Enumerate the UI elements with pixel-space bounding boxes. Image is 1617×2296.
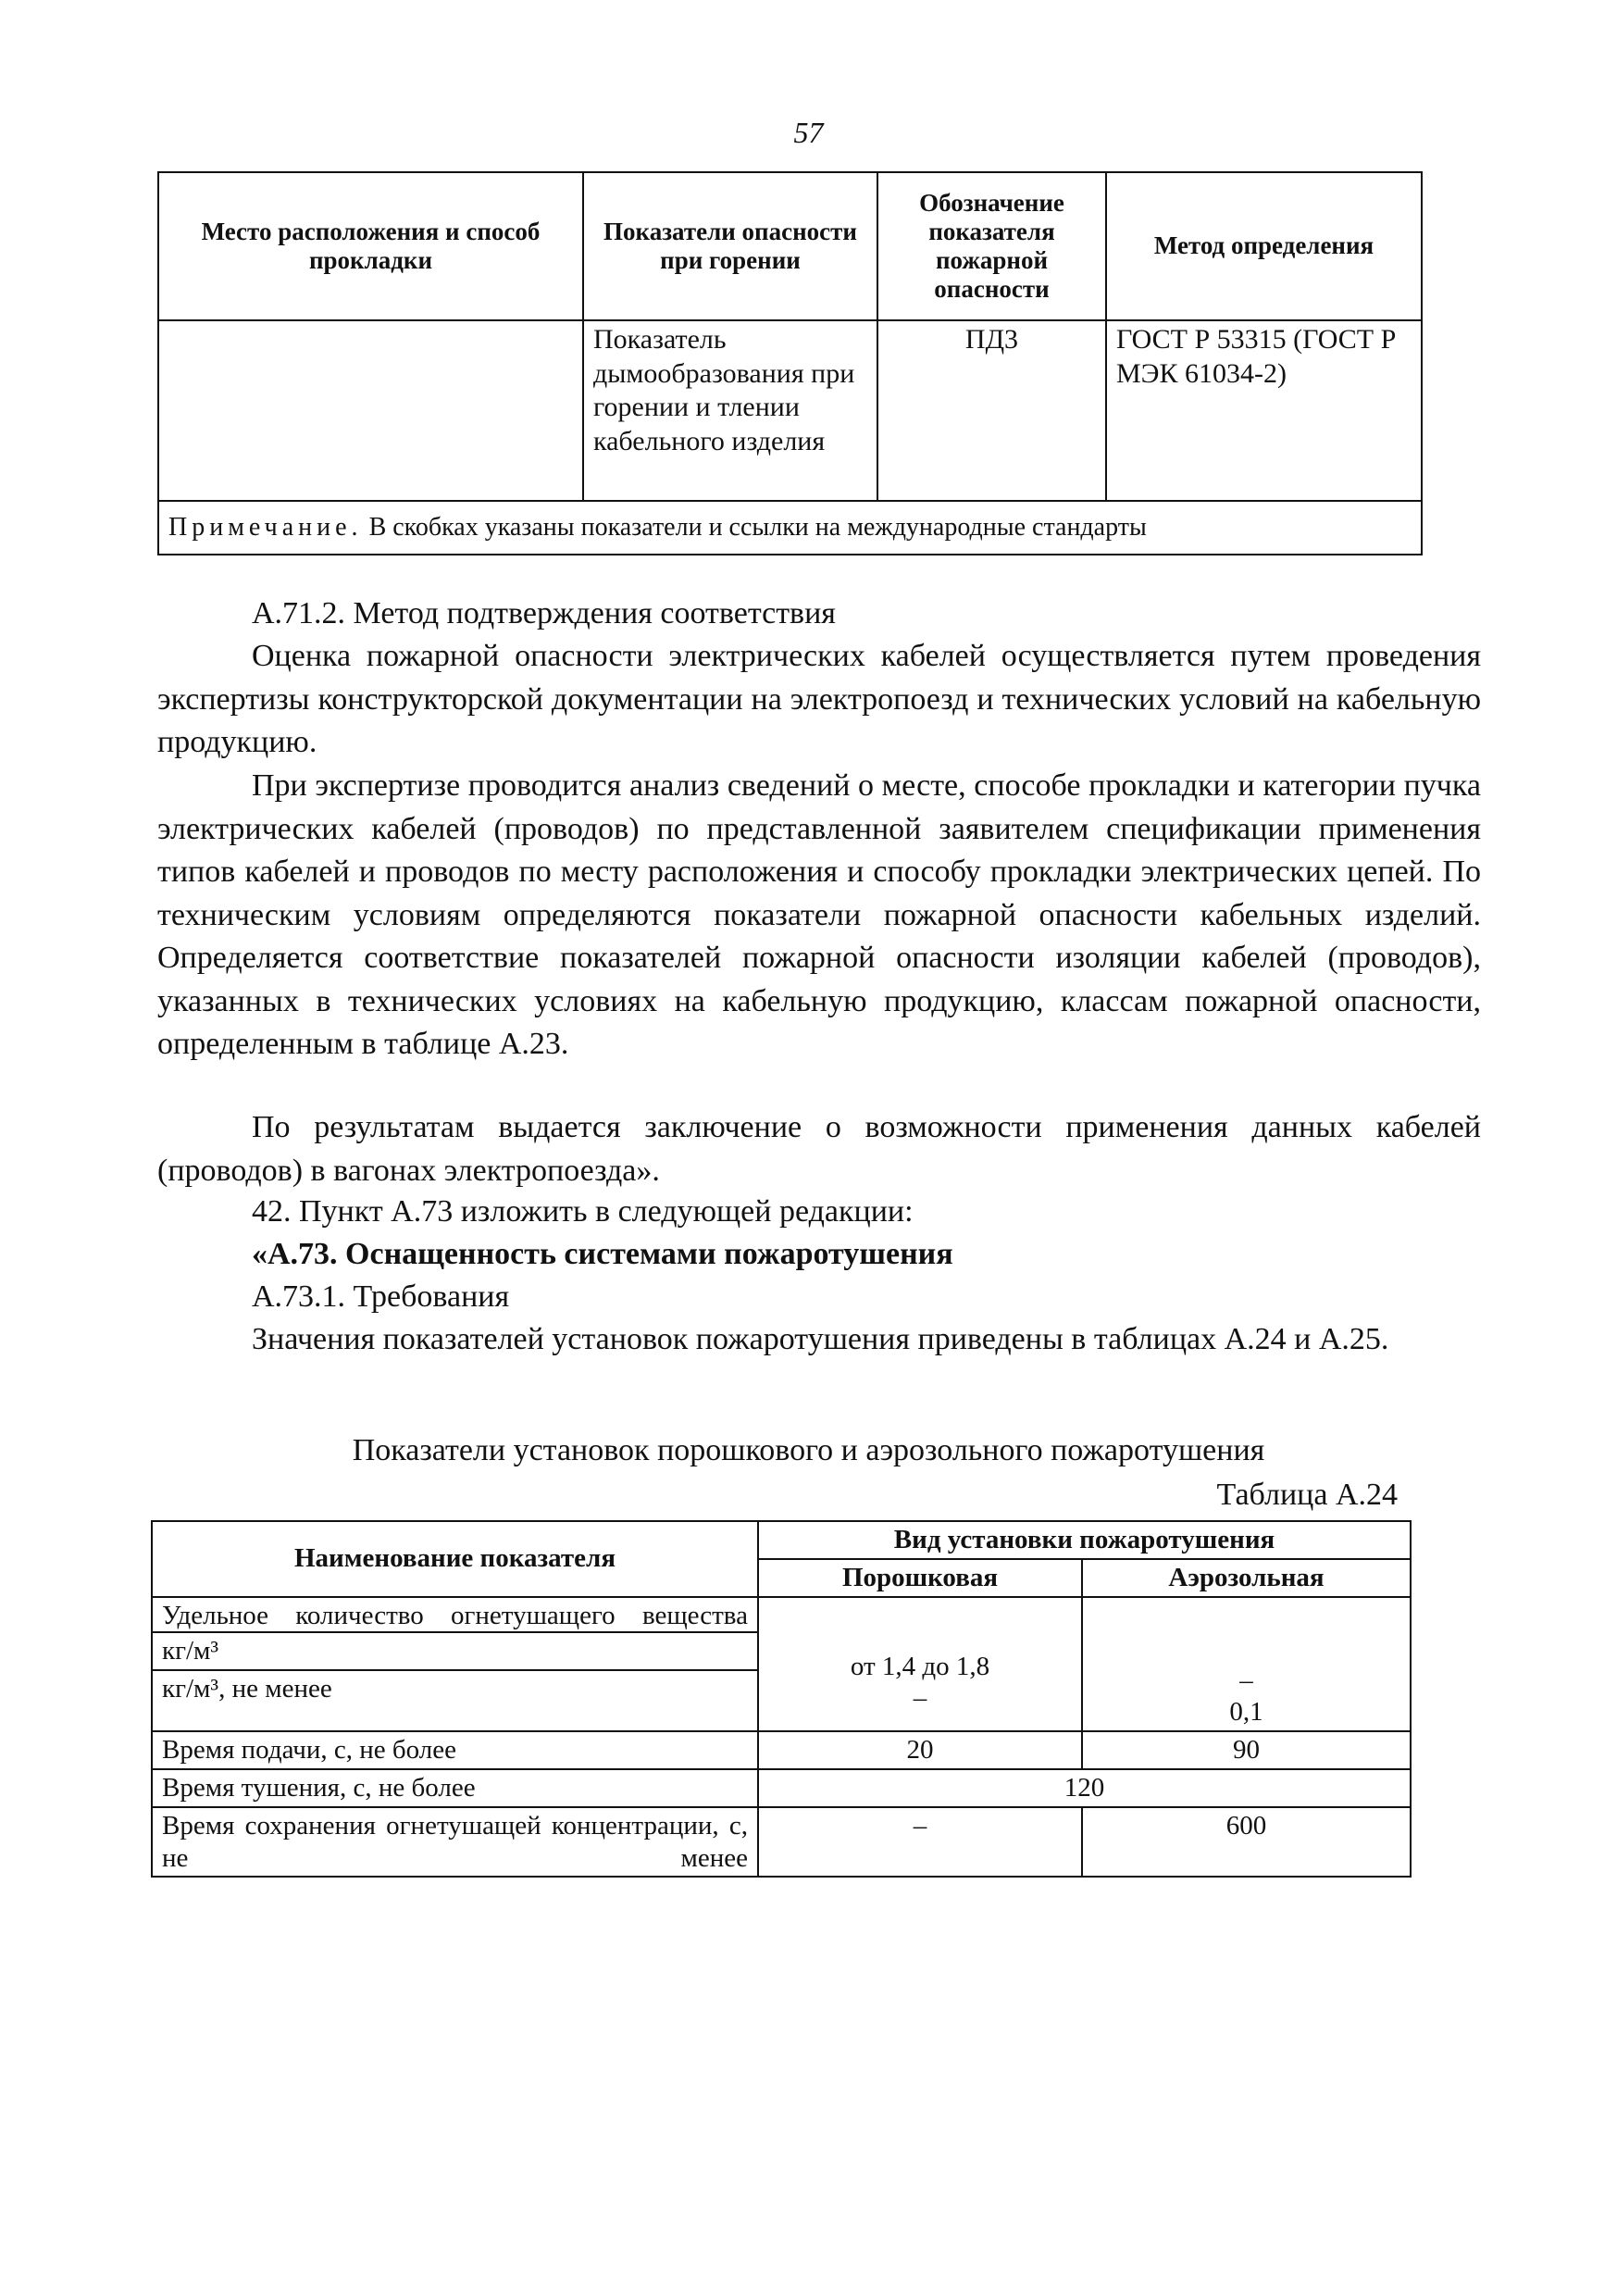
header-powder: Порошковая: [758, 1559, 1082, 1597]
section-heading-a71-2: А.71.2. Метод подтверждения соответствия: [252, 596, 836, 630]
cell-merged: 120: [758, 1769, 1411, 1807]
value: от 1,4 до 1,8: [850, 1651, 990, 1681]
cell-powder: –: [758, 1807, 1082, 1878]
cell-indicator: Показатель дымообразования при горении и тлении кабельного изделия: [583, 320, 877, 501]
cell-location: [158, 320, 583, 501]
paragraph: Оценка пожарной опасности электрических кабелей осуществляется путем проведения экспертизы конструкторской документации на электропоезд и технических условий на кабельную продукцию.: [157, 639, 1481, 759]
section-heading-a73-1: А.73.1. Требования: [252, 1279, 510, 1314]
table-note: [158, 501, 1422, 555]
header-indicator-name: Наименование показателя: [152, 1521, 758, 1597]
section-heading-a73: «А.73. Оснащенность системами пожаротушения: [252, 1237, 953, 1271]
unit-row: кг/м³: [153, 1631, 757, 1669]
paragraph: При экспертизе проводится анализ сведений о месте, способе прокладки и категории пучка электрических кабелей (проводов) по представленной заявителем спецификации применения типов кабелей и проводов по месту расположения и способу прокладки электрических цепей. По техническим условиям определяются показатели пожарной опасности кабельных изделий. Определяется соответствие показателей пожарной опасности изоляции кабелей (проводов), указанных в технических условиях на кабельную продукцию, классам пожарной опасности, определенным в таблице А.23.: [157, 768, 1481, 1061]
row-name: Время сохранения огнетушащей концентрации, с, не менее: [152, 1807, 758, 1878]
cell-designation: ПД3: [877, 320, 1106, 501]
row-name: Удельное количество огнетушащего вещества: [162, 1600, 748, 1630]
table-label: Таблица А.24: [1216, 1478, 1398, 1512]
table-row: [152, 1597, 1411, 1732]
table-row: [152, 1769, 1411, 1807]
table-row: [158, 320, 1422, 501]
table-header-row: [152, 1521, 1411, 1559]
row-name: Время тушения, с, не более: [152, 1769, 758, 1807]
row-name: Время подачи, с, не более: [152, 1731, 758, 1769]
value: –: [1239, 1665, 1253, 1695]
cell-aerosol-quantity: [1082, 1597, 1411, 1732]
cell-powder-quantity: [758, 1597, 1082, 1732]
header-method: Метод определения: [1106, 172, 1422, 320]
paragraph: Значения показателей установок пожаротушения приведены в таблицах А.24 и А.25.: [252, 1322, 1389, 1356]
note-row: [158, 501, 1422, 555]
table-header-row: [158, 172, 1422, 320]
note-text: В скобках указаны показатели и ссылки на международные стандарты: [362, 512, 1147, 542]
header-installation-type: Вид установки пожаротушения: [758, 1521, 1411, 1559]
table-row: [152, 1807, 1411, 1878]
paragraph: По результатам выдается заключение о возможности применения данных кабелей (проводов) в вагонах электропоезда».: [157, 1110, 1481, 1188]
cell-aerosol: 90: [1082, 1731, 1411, 1769]
page-number: 57: [793, 116, 824, 149]
cell-aerosol: 600: [1082, 1807, 1411, 1878]
header-location: Место расположения и способ прокладки: [158, 172, 583, 320]
unit-row-min: кг/м³, не менее: [153, 1669, 757, 1707]
header-aerosol: Аэрозольная: [1082, 1559, 1411, 1597]
header-hazard-indicators: Показатели опасности при горении: [583, 172, 877, 320]
table-caption: Показатели установок порошкового и аэрозольного пожаротушения: [352, 1433, 1265, 1467]
cell-method: ГОСТ Р 53315 (ГОСТ Р МЭК 61034-2): [1106, 320, 1422, 501]
note-label: Примечание.: [168, 512, 363, 542]
value: –: [913, 1683, 927, 1714]
header-designation: Обозначение показателя пожарной опасности: [877, 172, 1106, 320]
table-row: [152, 1731, 1411, 1769]
cell-specific-quantity: [152, 1597, 758, 1732]
cell-powder: 20: [758, 1731, 1082, 1769]
paragraph: 42. Пункт А.73 изложить в следующей редакции:: [252, 1194, 914, 1229]
value: 0,1: [1229, 1697, 1263, 1728]
fire-extinguishing-table: [151, 1520, 1412, 1878]
cable-fire-hazard-table: [157, 171, 1423, 555]
